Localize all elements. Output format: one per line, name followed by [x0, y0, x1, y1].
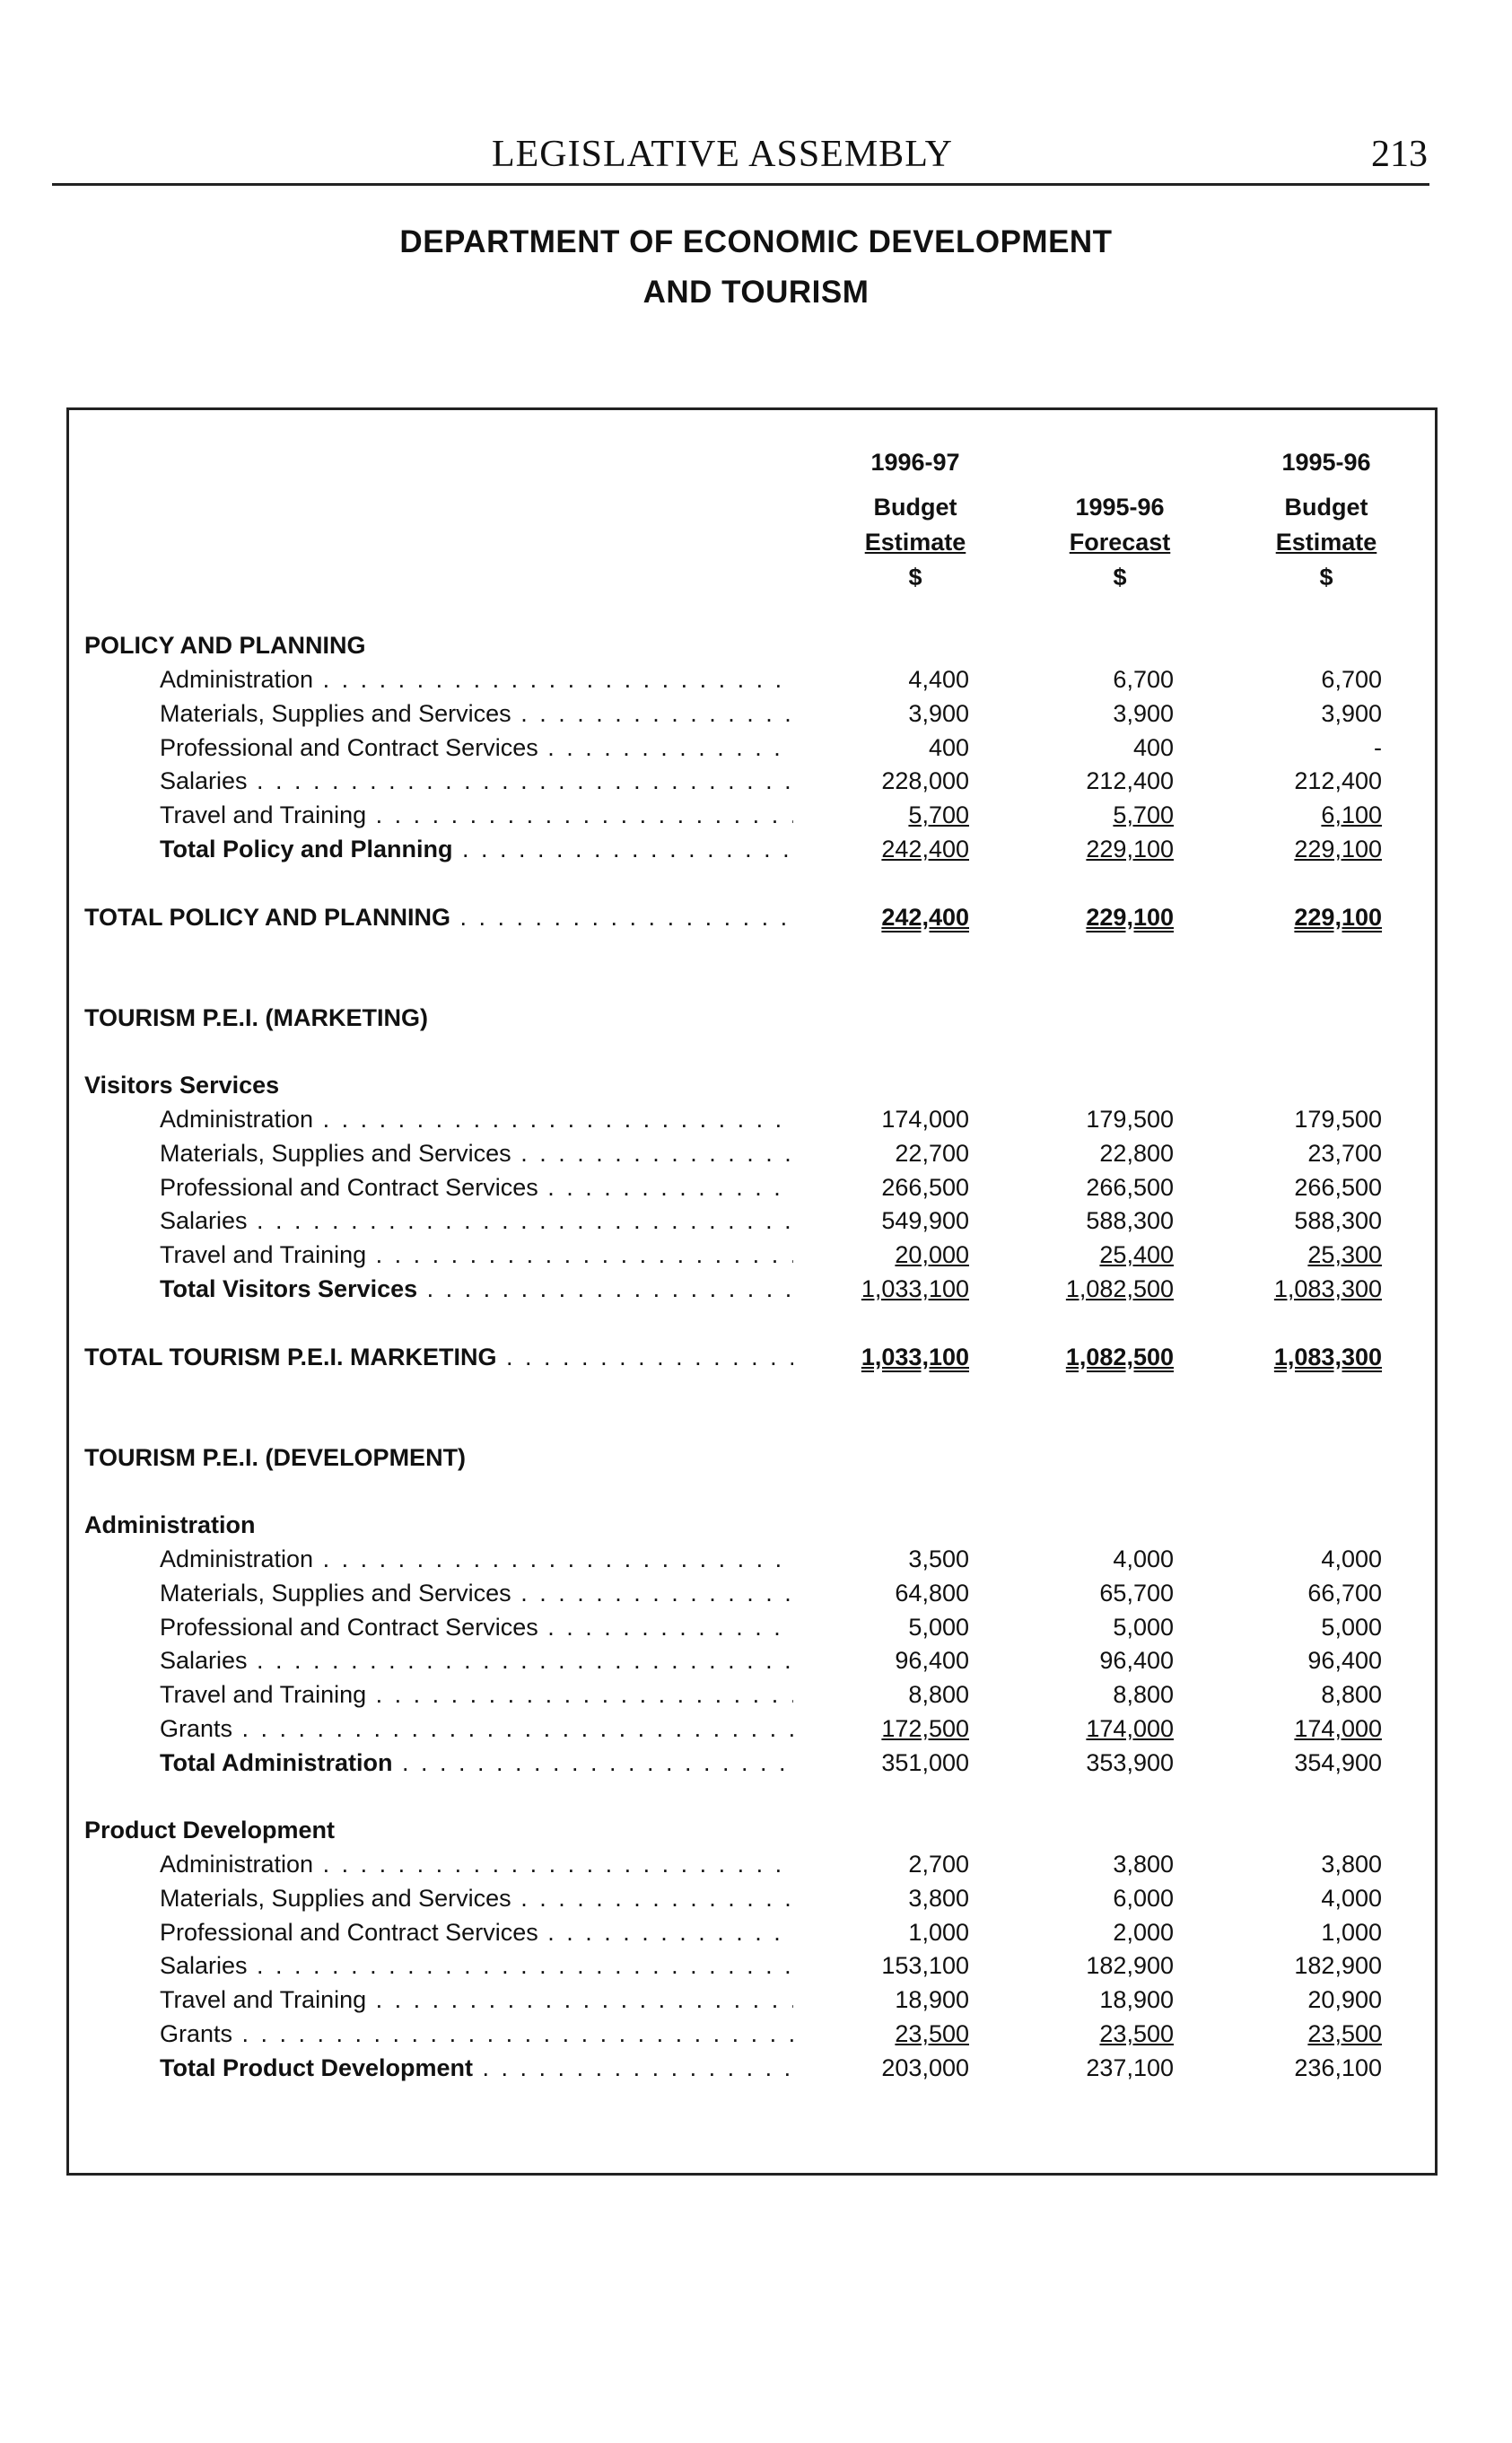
- line-item-label: Materials, Supplies and Services . . .: [160, 1576, 793, 1610]
- line-item-label: Grants . . .: [160, 1712, 793, 1746]
- col1-header-unit: $: [908, 564, 922, 591]
- table-row: [0, 1712, 1512, 1746]
- value-col-1: 203,000: [881, 2054, 969, 2081]
- table-row: [0, 1915, 1512, 1949]
- value-col-1: 3,800: [908, 1885, 969, 1912]
- value-col-2: 174,000: [1086, 1715, 1174, 1742]
- table-row: [0, 798, 1512, 832]
- value-col-1: 96,400: [895, 1647, 969, 1674]
- table-row: [0, 1881, 1512, 1915]
- value-col-3: 23,700: [1307, 1140, 1382, 1167]
- value-col-2: 229,100: [1086, 904, 1174, 931]
- value-col-2: 266,500: [1086, 1174, 1174, 1201]
- value-col-3: 182,900: [1294, 1952, 1382, 1979]
- section-heading: TOURISM P.E.I. (DEVELOPMENT): [84, 1444, 467, 1471]
- grand-total-label: TOTAL TOURISM P.E.I. MARKETING . . .: [84, 1340, 793, 1374]
- line-item-label: Travel and Training . . .: [160, 1677, 793, 1712]
- page-number: 213: [1371, 134, 1428, 175]
- table-row: [0, 1643, 1512, 1677]
- document-title-line-2: AND TOURISM: [642, 275, 870, 310]
- line-item-label: Materials, Supplies and Services . . .: [160, 1881, 793, 1915]
- table-row: [0, 1677, 1512, 1712]
- line-item-label: Salaries . . .: [160, 1948, 793, 1983]
- col3-header-unit: $: [1319, 564, 1333, 591]
- col3-header-line3-wrap: [1237, 529, 1416, 556]
- value-col-1: 242,400: [881, 904, 969, 931]
- col1-header-line3: Estimate: [864, 529, 966, 556]
- value-col-1: 153,100: [881, 1952, 969, 1979]
- table-row: [0, 1102, 1512, 1136]
- line-item-label: Administration . . .: [160, 662, 793, 696]
- table-row: [0, 1238, 1512, 1272]
- section-row: [0, 628, 1512, 662]
- value-col-2: 353,900: [1086, 1749, 1174, 1776]
- col3-header-line2: Budget: [1284, 494, 1368, 521]
- line-item-label: Professional and Contract Services . . .: [160, 1610, 793, 1644]
- section-row: [0, 1440, 1512, 1475]
- value-col-2: 182,900: [1086, 1952, 1174, 1979]
- col2-header-line2: 1995-96: [1075, 494, 1165, 521]
- value-col-1: 23,500: [895, 2020, 969, 2047]
- value-col-2: 65,700: [1099, 1580, 1174, 1607]
- value-col-3: 4,000: [1321, 1885, 1382, 1912]
- subsection-row: [0, 1508, 1512, 1542]
- value-col-1: 1,033,100: [861, 1344, 969, 1370]
- table-row: [0, 1847, 1512, 1881]
- table-row: [0, 764, 1512, 798]
- col2-header-line3-wrap: [1030, 529, 1210, 556]
- value-col-3: 174,000: [1294, 1715, 1382, 1742]
- line-item-label: Administration . . .: [160, 1542, 793, 1576]
- value-col-3: 6,100: [1321, 801, 1382, 828]
- running-head: [52, 133, 1429, 186]
- value-col-1: 5,000: [908, 1614, 969, 1641]
- line-item-label: Professional and Contract Services . . .: [160, 1170, 793, 1204]
- value-col-1: 172,500: [881, 1715, 969, 1742]
- value-col-1: 549,900: [881, 1207, 969, 1234]
- value-col-2: 212,400: [1086, 767, 1174, 794]
- value-col-3: 4,000: [1321, 1545, 1382, 1572]
- line-item-label: Administration . . .: [160, 1847, 793, 1881]
- value-col-2: 96,400: [1099, 1647, 1174, 1674]
- value-col-1: 242,400: [881, 836, 969, 862]
- value-col-1: 4,400: [908, 666, 969, 693]
- value-col-2: 1,082,500: [1065, 1275, 1174, 1302]
- subtotal-row: [0, 832, 1512, 866]
- value-col-1: 351,000: [881, 1749, 969, 1776]
- line-item-label: Materials, Supplies and Services . . .: [160, 696, 793, 731]
- value-col-3: 25,300: [1307, 1241, 1382, 1268]
- value-col-1: 266,500: [881, 1174, 969, 1201]
- value-col-3: 212,400: [1294, 767, 1382, 794]
- col2-header-line3: Forecast: [1069, 529, 1171, 556]
- subtotal-row: [0, 1272, 1512, 1306]
- col1-header-line1: 1996-97: [870, 449, 960, 476]
- value-col-2: 5,700: [1113, 801, 1174, 828]
- value-col-2: 8,800: [1113, 1681, 1174, 1708]
- value-col-3: 66,700: [1307, 1580, 1382, 1607]
- grand-total-row: [0, 1340, 1512, 1374]
- value-col-3: 3,900: [1321, 700, 1382, 727]
- col3-header-line3: Estimate: [1275, 529, 1377, 556]
- value-col-2: 18,900: [1099, 1986, 1174, 2013]
- value-col-1: 3,500: [908, 1545, 969, 1572]
- value-col-1: 64,800: [895, 1580, 969, 1607]
- value-col-2: 22,800: [1099, 1140, 1174, 1167]
- table-row: [0, 1170, 1512, 1204]
- value-col-3: 266,500: [1294, 1174, 1382, 1201]
- subsection-row: [0, 1813, 1512, 1847]
- subtotal-label: Total Product Development . . .: [160, 2051, 793, 2085]
- value-col-2: 2,000: [1113, 1919, 1174, 1946]
- value-col-1: 400: [928, 734, 969, 761]
- value-col-2: 400: [1132, 734, 1174, 761]
- line-item-label: Administration . . .: [160, 1102, 793, 1136]
- table-row: [0, 696, 1512, 731]
- value-col-3: 1,083,300: [1273, 1344, 1382, 1370]
- value-col-3: 6,700: [1321, 666, 1382, 693]
- line-item-label: Travel and Training . . .: [160, 798, 793, 832]
- subtotal-label: Total Visitors Services . . .: [160, 1272, 793, 1306]
- table-row: [0, 1576, 1512, 1610]
- value-col-1: 3,900: [908, 700, 969, 727]
- value-col-1: 2,700: [908, 1851, 969, 1878]
- col1-header-line2: Budget: [873, 494, 957, 521]
- value-col-1: 8,800: [908, 1681, 969, 1708]
- value-col-3: 1,083,300: [1273, 1275, 1382, 1302]
- line-item-label: Salaries . . .: [160, 764, 793, 798]
- value-col-3: 354,900: [1294, 1749, 1382, 1776]
- subtotal-row: [0, 1746, 1512, 1780]
- table-row: [0, 662, 1512, 696]
- col2-header-unit: $: [1113, 564, 1127, 591]
- value-col-1: 1,033,100: [861, 1275, 969, 1302]
- value-col-3: 5,000: [1321, 1614, 1382, 1641]
- grand-total-row: [0, 900, 1512, 934]
- value-col-3: 23,500: [1307, 2020, 1382, 2047]
- value-col-2: 229,100: [1086, 836, 1174, 862]
- value-col-3: 3,800: [1321, 1851, 1382, 1878]
- line-item-label: Materials, Supplies and Services . . .: [160, 1136, 793, 1170]
- value-col-1: 228,000: [881, 767, 969, 794]
- table-row: [0, 2017, 1512, 2051]
- table-row: [0, 1542, 1512, 1576]
- document-title-line-1: DEPARTMENT OF ECONOMIC DEVELOPMENT: [399, 224, 1113, 259]
- col1-header-line3-wrap: [826, 529, 1005, 556]
- value-col-2: 4,000: [1113, 1545, 1174, 1572]
- value-col-1: 20,000: [895, 1241, 969, 1268]
- line-item-label: Salaries . . .: [160, 1643, 793, 1677]
- running-head-title: LEGISLATIVE ASSEMBLY: [492, 134, 953, 175]
- subsection-row: [0, 1068, 1512, 1102]
- grand-total-label: TOTAL POLICY AND PLANNING . . .: [84, 900, 793, 934]
- table-row: [0, 1983, 1512, 2017]
- table-row: [0, 731, 1512, 765]
- value-col-3: 229,100: [1294, 836, 1382, 862]
- section-heading: TOURISM P.E.I. (MARKETING): [84, 1004, 429, 1031]
- value-col-3: -: [1374, 734, 1382, 761]
- value-col-2: 3,900: [1113, 700, 1174, 727]
- value-col-1: 5,700: [908, 801, 969, 828]
- subsection-heading: Product Development: [84, 1817, 336, 1843]
- subtotal-label: Total Administration . . .: [160, 1746, 793, 1780]
- value-col-3: 229,100: [1294, 904, 1382, 931]
- subsection-heading: Administration: [84, 1511, 256, 1538]
- value-col-1: 22,700: [895, 1140, 969, 1167]
- subsection-heading: Visitors Services: [84, 1072, 280, 1099]
- value-col-2: 237,100: [1086, 2054, 1174, 2081]
- value-col-2: 5,000: [1113, 1614, 1174, 1641]
- line-item-label: Travel and Training . . .: [160, 1238, 793, 1272]
- value-col-2: 6,700: [1113, 666, 1174, 693]
- table-row: [0, 1136, 1512, 1170]
- line-item-label: Professional and Contract Services . . .: [160, 731, 793, 765]
- subtotal-label: Total Policy and Planning . . .: [160, 832, 793, 866]
- value-col-2: 588,300: [1086, 1207, 1174, 1234]
- value-col-2: 6,000: [1113, 1885, 1174, 1912]
- value-col-1: 174,000: [881, 1106, 969, 1133]
- line-item-label: Travel and Training . . .: [160, 1983, 793, 2017]
- value-col-3: 236,100: [1294, 2054, 1382, 2081]
- table-row: [0, 1948, 1512, 1983]
- value-col-3: 588,300: [1294, 1207, 1382, 1234]
- value-col-3: 179,500: [1294, 1106, 1382, 1133]
- value-col-2: 23,500: [1099, 2020, 1174, 2047]
- table-row: [0, 1610, 1512, 1644]
- value-col-1: 1,000: [908, 1919, 969, 1946]
- table-row: [0, 1204, 1512, 1238]
- line-item-label: Salaries . . .: [160, 1204, 793, 1238]
- value-col-2: 25,400: [1099, 1241, 1174, 1268]
- value-col-3: 20,900: [1307, 1986, 1382, 2013]
- subtotal-row: [0, 2051, 1512, 2085]
- section-row: [0, 1001, 1512, 1035]
- value-col-2: 3,800: [1113, 1851, 1174, 1878]
- value-col-2: 179,500: [1086, 1106, 1174, 1133]
- value-col-2: 1,082,500: [1065, 1344, 1174, 1370]
- line-item-label: Grants . . .: [160, 2017, 793, 2051]
- section-heading: POLICY AND PLANNING: [84, 632, 366, 659]
- line-item-label: Professional and Contract Services . . .: [160, 1915, 793, 1949]
- value-col-3: 1,000: [1321, 1919, 1382, 1946]
- value-col-3: 96,400: [1307, 1647, 1382, 1674]
- value-col-3: 8,800: [1321, 1681, 1382, 1708]
- col3-header-line1: 1995-96: [1281, 449, 1371, 476]
- value-col-1: 18,900: [895, 1986, 969, 2013]
